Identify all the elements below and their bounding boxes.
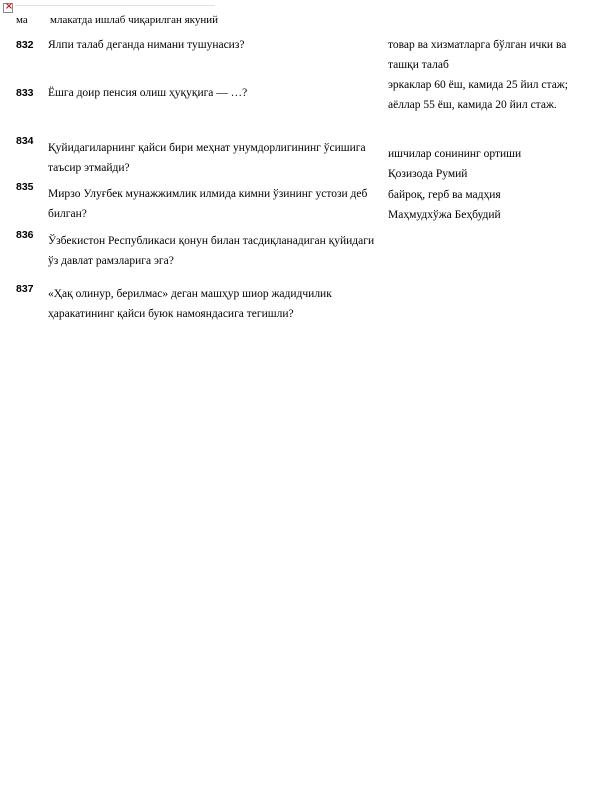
broken-image-icon: × bbox=[4, 1, 14, 12]
answer-text: Маҳмудхўжа Беҳбудий bbox=[388, 209, 501, 221]
answer-text: ишчилар сонининг ортиши bbox=[388, 148, 522, 160]
question-text: Ўзбекистон Республикаси қонун билан тасдиқланадиган қуйидаги ўз давлат рамзларига эга? bbox=[48, 235, 375, 267]
answer-text: эркаклар 60 ёш, камида 25 йил стаж; аёллар 55 ёш, камида 20 йил стаж. bbox=[388, 79, 568, 111]
row-number: 833 bbox=[16, 87, 34, 99]
question-text: Ялпи талаб деганда нимани тушунасиз? bbox=[48, 39, 245, 51]
row-number: 836 bbox=[16, 229, 34, 241]
header-text-col: млакатда ишлаб чиқарилган якуний bbox=[50, 14, 219, 26]
header-num-col: ма bbox=[16, 14, 28, 26]
row-number: 835 bbox=[16, 181, 34, 193]
question-text: «Ҳақ олинур, берилмас» деган машҳур шиор жадидчилик ҳаракатининг қайси буюк намояндасига тегишли? bbox=[48, 288, 332, 320]
answer-text: Қозизода Румий bbox=[388, 168, 468, 180]
faint-divider bbox=[15, 5, 215, 6]
answer-text: байроқ, герб ва мадҳия bbox=[388, 189, 501, 201]
question-text: Ёшга доир пенсия олиш ҳуқуқига — …? bbox=[48, 87, 248, 99]
question-text: Қуйидагиларнинг қайси бири меҳнат унумдорлигининг ўсишига таъсир этмайди? bbox=[48, 142, 366, 174]
row-number: 834 bbox=[16, 135, 34, 147]
row-number: 837 bbox=[16, 283, 34, 295]
answer-text: товар ва хизматларга бўлган ички ва ташқи талаб bbox=[388, 39, 567, 71]
row-number: 832 bbox=[16, 39, 34, 51]
question-text: Мирзо Улуғбек мунажжимлик илмида кимни ўзининг устози деб билган? bbox=[48, 188, 368, 220]
